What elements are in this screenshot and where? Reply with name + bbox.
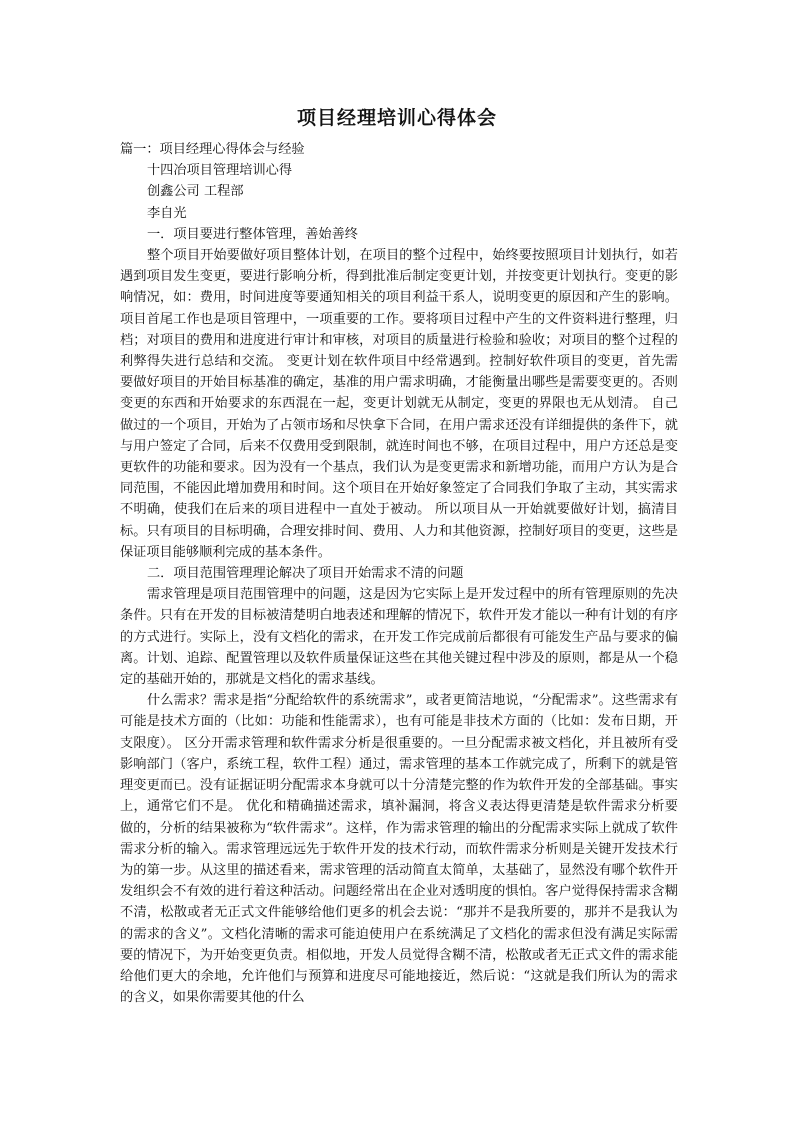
paragraph: 十四冶项目管理培训心得 <box>147 163 293 179</box>
paragraph: 一．项目要进行整体管理，善始善终 <box>147 226 358 242</box>
paragraph: 创鑫公司 工程部 <box>147 184 244 200</box>
document-title: 项目经理培训心得体会 <box>296 107 497 129</box>
paragraph: 整个项目开始要做好项目整体计划，在项目的整个过程中，始终要按照项目计划执行，如若遇到项目发生变更，要进行影响分析，得到批准后制定变更计划，并按变更计划执行。变更的影响情况，如：费用，时间进度等要通知相关的项目利益干系人，说明变更的原因和产生的影响。 项目首尾工作也是项目管理中，一项重要的工作。要将项目过程中产生的文件资料进行整理，归档；对项目的费用和进度进行审计和审核，对项目的质量进行检验和验收；对项目的整个过程的利弊得失进行总结和交流。 变更计划在软件项目中经常遇到。控制好软件项目的变更，首先需要做好项目的开始目标基准的确定，基准的用户需求明确，才能衡量出哪些是需要变更的。否则变更的东西和开始要求的东西混在一起，变更计划就无从制定，变更的界限也无从划清。 自己做过的一个项目，开始为了占领市场和尽快拿下合同，在用户需求还没有详细提供的条件下，就与用户签定了合同，后来不仅费用受到限制，就连时间也不够，在项目过程中，用户方还总是变更软件的功能和要求。因为没有一个基点，我们认为是变更需求和新增功能，而用户方认为是合同范围，不能因此增加费用和时间。这个项目在开始好象签定了合同我们争取了主动，其实需求不明确，使我们在后来的项目进程中一直处于被动。 所以项目从一开始就要做好计划，搞清目标。只有项目的目标明确，合理安排时间、费用、人力和其他资源，控制好项目的变更，这些是保证项目能够顺利完成的基本条件。 <box>120 248 678 560</box>
document-body <box>120 139 678 1008</box>
paragraph: 什么需求？需求是指“分配给软件的系统需求”，或者更简洁地说，“分配需求”。这些需求有可能是技术方面的（比如：功能和性能需求），也有可能是非技术方面的（比如：发布日期，开支限度）。 区分开需求管理和软件需求分析是很重要的。一旦分配需求被文档化，并且被所有受影响部门（客户，系统工程，软件工程）通过，需求管理的基本工作就完成了，所剩下的就是管理变更而已。没有证据证明分配需求本身就可以十分清楚完整的作为软件开发的全部基础。事实上，通常它们不是。 优化和精确描述需求，填补漏洞，将含义表达得更清楚是软件需求分析要做的，分析的结果被称为“软件需求”。这样，作为需求管理的输出的分配需求实际上就成了软件需求分析的输入。需求管理远远先于软件开发的技术行动，而软件需求分析则是关键开发技术行为的第一步。从这里的描述看来，需求管理的活动简直太简单，太基础了，显然没有哪个软件开发组织会不有效的进行着这种活动。问题经常出在企业对透明度的惧怕。客户觉得保持需求含糊不清，松散或者无正式文件能够给他们更多的机会去说：“那并不是我所要的，那并不是我认为的需求的含义”。文档化清晰的需求可能迫使用户在系统满足了文档化的需求但没有满足实际需要的情况下，为开始变更负责。相似地，开发人员觉得含糊不清，松散或者无正式文件的需求能给他们更大的余地，允许他们与预算和进度尽可能地接近，然后说：“这就是我们所认为的需求的含义，如果你需要其他的什么 <box>120 693 678 1006</box>
paragraph: 李自光 <box>147 205 187 221</box>
paragraph: 篇一：项目经理心得体会与经验 <box>120 142 305 157</box>
paragraph: 二．项目范围管理理论解决了项目开始需求不清的问题 <box>147 566 464 582</box>
paragraph: 需求管理是项目范围管理中的问题，这是因为它实际上是开发过程中的所有管理原则的先决条件。只有在开发的目标被清楚明白地表述和理解的情况下，软件开发才能以一种有计划的有序的方式进行。实际上，没有文档化的需求，在开发工作完成前后都很有可能发生产品与要求的偏离。计划、追踪、配置管理以及软件质量保证这些在其他关键过程中涉及的原则，都是从一个稳定的基础开始的，那就是文档化的需求基线。 <box>120 587 678 688</box>
